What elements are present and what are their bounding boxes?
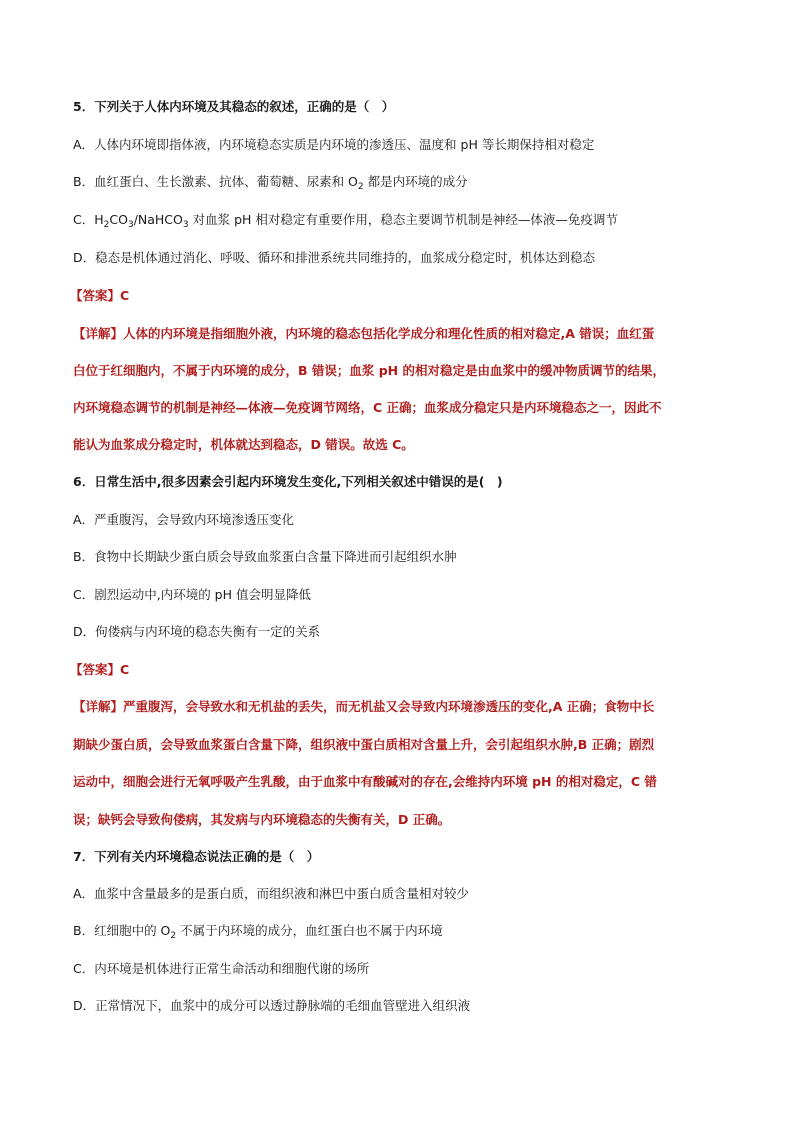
q5-answer: 【答案】C [70,288,130,303]
q6-detail-line: 期缺少蛋白质，会导致血浆蛋白含量下降，组织液中蛋白质相对含量上升，会引起组织水肿,B 正确；剧烈 [73,737,655,752]
q6-detail-line: 误；缺钙会导致佝偻病，其发病与内环境稳态的失衡有关，D 正确。 [73,812,451,827]
q6-option-c: C．剧烈运动中,内环境的 pH 值会明显降低 [73,587,311,602]
q7-stem: 7．下列有关内环境稳态说法正确的是（ ） [73,849,320,864]
q7-option-c: C．内环境是机体进行正常生命活动和细胞代谢的场所 [73,961,370,976]
q7-option-b-sub: 2 [170,931,177,941]
q6-detail-line: 运动中，细胞会进行无氧呼吸产生乳酸，由于血浆中有酸碱对的存在,会维持内环境 pH 的相对稳定，C 错 [73,774,657,789]
q5-option-c-s3: 3 [182,220,189,230]
q6-answer: 【答案】C [70,662,130,677]
q5-option-c-p3: /NaHCO [133,212,183,227]
q7-option-b [73,923,443,939]
q7-option-b-text-end: 不属于内环境的成分，血红蛋白也不属于内环境 [176,923,443,938]
q5-option-c [73,212,618,228]
q5-option-b-text: B．血红蛋白、生长激素、抗体、葡萄糖、尿素和 O [73,174,358,189]
q5-option-b-sub: 2 [357,182,364,192]
q5-option-b-text-end: 都是内环境的成分 [363,174,468,189]
q6-option-b: B．食物中长期缺少蛋白质会导致血浆蛋白含量下降进而引起组织水肿 [73,549,457,564]
q6-stem: 6．日常生活中,很多因素会引起内环境发生变化,下列相关叙述中错误的是( ) [73,474,503,489]
q7-option-a: A．血浆中含量最多的是蛋白质，而组织液和淋巴中蛋白质含量相对较少 [73,886,470,901]
q6-detail-line: 【详解】严重腹泻，会导致水和无机盐的丢失，而无机盐又会导致内环境渗透压的变化,A 正确；食物中长 [73,699,655,714]
q5-stem: 5．下列关于人体内环境及其稳态的叙述，正确的是（ ） [73,99,395,114]
q5-detail-line: 白位于红细胞内，不属于内环境的成分，B 错误；血浆 pH 的相对稳定是由血浆中的缓冲物质调节的结果， [73,363,665,378]
q5-option-c-p1: C．H [73,212,104,227]
q5-option-b [73,174,468,190]
q5-option-c-p4: 对血浆 pH 相对稳定有重要作用，稳态主要调节机制是神经—体液—免疫调节 [188,212,618,227]
q5-detail-line: 内环境稳态调节的机制是神经—体液—免疫调节网络，C 正确；血浆成分稳定只是内环境稳态之一，因此不 [73,400,662,415]
q5-detail-line: 【详解】人体的内环境是指细胞外液，内环境的稳态包括化学成分和理化性质的相对稳定,A 错误；血红蛋 [73,326,655,341]
q5-option-c-s2: 3 [127,220,134,230]
q6-option-a: A．严重腹泻，会导致内环境渗透压变化 [73,512,295,527]
q5-option-c-p2: CO [109,212,128,227]
q7-option-d: D．正常情况下，血浆中的成分可以透过静脉端的毛细血管壁进入组织液 [73,998,471,1013]
q5-option-c-s1: 2 [103,220,110,230]
q5-option-d: D．稳态是机体通过消化、呼吸、循环和排泄系统共同维持的，血浆成分稳定时，机体达到稳态 [73,250,596,265]
q7-option-b-text: B．红细胞中的 O [73,923,171,938]
q5-detail-line: 能认为血浆成分稳定时，机体就达到稳态，D 错误。故选 C。 [73,437,414,452]
q5-option-a: A．人体内环境即指体液，内环境稳态实质是内环境的渗透压、温度和 pH 等长期保持相对稳定 [73,137,595,152]
q6-option-d: D．佝偻病与内环境的稳态失衡有一定的关系 [73,624,321,639]
